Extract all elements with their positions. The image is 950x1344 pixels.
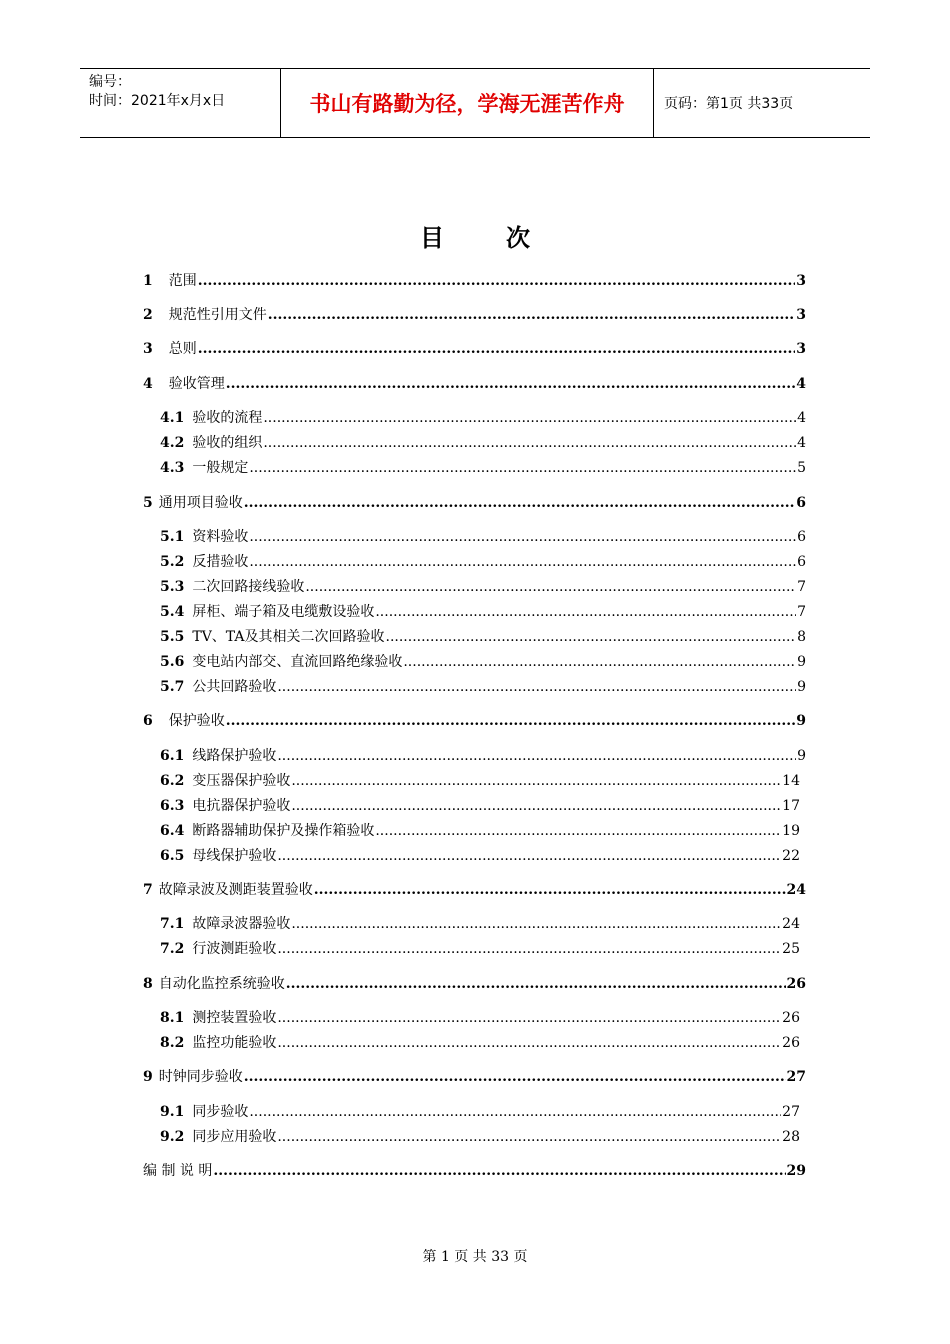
toc-entry[interactable] [160,407,806,427]
toc-entry-number: 9.2 [160,1129,185,1145]
toc-entry-number: 5.4 [160,604,185,620]
toc-leader-dots [375,823,781,839]
toc-entry[interactable] [160,770,800,790]
toc-leader-dots [249,1104,781,1120]
toc-entry[interactable] [160,820,800,840]
toc-leader-dots [291,916,781,932]
toc-entry[interactable] [160,1032,800,1052]
toc-entry-label: 监控功能验收 [192,1035,277,1051]
toc-leader-dots [375,604,796,620]
toc-entry-label: 验收管理 [168,376,225,392]
toc-entry-page: 24 [782,916,800,932]
toc-entry[interactable] [160,913,800,933]
toc-entry-number: 4.2 [160,435,185,451]
toc-entry[interactable] [160,1126,800,1146]
toc-entry-label: 故障录波器验收 [192,916,291,932]
toc-leader-dots [305,579,796,595]
toc-title-left: 目 [420,223,444,252]
toc-leader-dots [249,554,796,570]
toc-entry[interactable] [143,1160,806,1180]
toc-entry-page: 6 [797,529,806,545]
toc-leader-dots [226,713,796,729]
toc-entry[interactable] [160,526,806,546]
toc-entry-label: 断路器辅助保护及操作箱验收 [192,823,375,839]
toc-entry-number: 5.5 [160,629,185,645]
toc-entry-page: 4 [797,410,806,426]
toc-leader-dots [244,495,796,511]
toc-leader-dots [277,941,781,957]
toc-entry-number: 4.1 [160,410,185,426]
toc-leader-dots [263,435,796,451]
toc-leader-dots [213,1163,785,1179]
toc-entry[interactable] [160,1101,800,1121]
toc-entry[interactable] [143,973,806,993]
toc-entry[interactable] [160,745,806,765]
toc-entry-page: 7 [797,579,806,595]
toc-entry-page: 9 [797,654,806,670]
toc-entry-page: 25 [782,941,800,957]
toc-entry[interactable] [160,938,800,958]
header-page-info: 页码：第1页 共33页 [664,96,794,112]
toc-entry[interactable] [160,457,806,477]
toc-entry[interactable] [160,651,806,671]
toc-entry-number: 3 [143,341,153,357]
toc-entry[interactable] [160,795,800,815]
toc-entry-label: 规范性引用文件 [168,307,267,323]
toc-entry-page: 17 [782,798,800,814]
header-motto: 书山有路勤为径，学海无涯苦作舟 [281,69,654,137]
toc-entry-label: 验收的流程 [192,410,263,426]
document-time-label: 时间：2021年x月x日 [89,93,226,109]
toc-entry[interactable] [143,492,806,512]
toc-leader-dots [263,410,796,426]
toc-entry[interactable] [160,626,806,646]
toc-entry-number: 5.6 [160,654,185,670]
toc-entry-number: 8.2 [160,1035,185,1051]
toc-entry-label: 总则 [168,341,197,357]
toc-entry-label: 编 制 说 明 [143,1163,213,1179]
toc-entry-page: 22 [782,848,800,864]
toc-entry-label: 线路保护验收 [192,748,277,764]
toc-entry-page: 27 [786,1069,806,1085]
toc-entry-number: 5.3 [160,579,185,595]
toc-entry[interactable] [160,1007,800,1027]
toc-entry-page: 26 [786,976,806,992]
toc-entry-number: 2 [143,307,153,323]
toc-entry-page: 26 [782,1035,800,1051]
toc-entry-page: 8 [797,629,806,645]
toc-entry-label: 母线保护验收 [192,848,277,864]
toc-entry-page: 4 [797,435,806,451]
toc-entry[interactable] [160,551,806,571]
toc-leader-dots [291,773,781,789]
toc-entry-number: 9.1 [160,1104,185,1120]
toc-leader-dots [277,748,796,764]
toc-entry-label: 变电站内部交、直流回路绝缘验收 [192,654,403,670]
toc-entry-page: 28 [782,1129,800,1145]
toc-entry[interactable] [143,710,806,730]
toc-entry[interactable] [160,576,806,596]
toc-entry-page: 19 [782,823,800,839]
toc-entry-number: 6 [143,713,153,729]
toc-leader-dots [314,882,786,898]
toc-entry-number: 6.1 [160,748,185,764]
header-info-cell [80,69,281,137]
toc-leader-dots [268,307,796,323]
toc-entry-number: 7.2 [160,941,185,957]
toc-entry-number: 9 [143,1069,153,1085]
toc-entry-page: 3 [796,307,806,323]
toc-entry-page: 5 [797,460,806,476]
toc-entry[interactable] [143,270,806,290]
toc-entry-label: 电抗器保护验收 [192,798,291,814]
toc-leader-dots [286,976,786,992]
toc-entry-label: 变压器保护验收 [192,773,291,789]
toc-leader-dots [277,1035,781,1051]
toc-entry-label: TV、TA及其相关二次回路验收 [192,629,385,645]
toc-entry-label: 资料验收 [192,529,249,545]
toc-entry-label: 同步验收 [192,1104,249,1120]
toc-entry-label: 二次回路接线验收 [192,579,305,595]
toc-entry[interactable] [143,304,806,324]
toc-entry-page: 9 [796,713,806,729]
toc-entry[interactable] [160,601,806,621]
toc-leader-dots [403,654,796,670]
toc-leader-dots [249,460,796,476]
toc-entry-label: 同步应用验收 [192,1129,277,1145]
toc-title [0,218,950,253]
toc-entry-number: 5.2 [160,554,185,570]
toc-entry[interactable] [143,373,806,393]
toc-entry-number: 6.2 [160,773,185,789]
toc-entry[interactable] [160,676,806,696]
toc-entry[interactable] [143,879,806,899]
toc-entry-label: 通用项目验收 [158,495,243,511]
toc-leader-dots [386,629,797,645]
toc-entry-label: 行波测距验收 [192,941,277,957]
toc-entry-number: 1 [143,273,153,289]
page-header [80,68,870,138]
toc-entry-page: 9 [797,679,806,695]
toc-entry[interactable] [143,338,806,358]
toc-entry-page: 29 [786,1163,806,1179]
toc-entry[interactable] [160,432,806,452]
toc-entry-number: 4 [143,376,153,392]
toc-entry-label: 时钟同步验收 [158,1069,243,1085]
toc-title-right: 次 [506,223,530,252]
toc-entry-page: 27 [782,1104,800,1120]
toc-entry-page: 14 [782,773,800,789]
toc-entry-page: 9 [797,748,806,764]
toc-entry-number: 5 [143,495,153,511]
toc-entry-number: 5.1 [160,529,185,545]
toc-entry-label: 屏柜、端子箱及电缆敷设验收 [192,604,375,620]
toc-entry-number: 8.1 [160,1010,185,1026]
toc-leader-dots [277,848,781,864]
toc-entry-label: 反措验收 [192,554,249,570]
toc-leader-dots [198,273,796,289]
toc-entry-page: 3 [796,273,806,289]
toc-entry-number: 4.3 [160,460,185,476]
page-footer: 第 1 页 共 33 页 [422,1249,528,1265]
toc-leader-dots [277,1010,781,1026]
toc-entry-label: 验收的组织 [192,435,263,451]
toc-entry-label: 保护验收 [168,713,225,729]
toc-entry-page: 26 [782,1010,800,1026]
toc-entry-number: 6.3 [160,798,185,814]
toc-leader-dots [291,798,781,814]
toc-entry-page: 6 [797,554,806,570]
toc-leader-dots [244,1069,786,1085]
toc-leader-dots [277,679,796,695]
toc-entry-label: 公共回路验收 [192,679,277,695]
toc-entry-page: 24 [786,882,806,898]
toc-entry-label: 自动化监控系统验收 [158,976,285,992]
toc-entry-number: 7 [143,882,153,898]
toc-entry-page: 7 [797,604,806,620]
toc-entry-number: 7.1 [160,916,185,932]
toc-entry-number: 5.7 [160,679,185,695]
toc-entry-page: 3 [796,341,806,357]
toc-entry-page: 6 [796,495,806,511]
toc-leader-dots [198,341,796,357]
toc-entry-number: 8 [143,976,153,992]
toc-leader-dots [226,376,796,392]
toc-leader-dots [277,1129,781,1145]
toc-leader-dots [249,529,796,545]
toc-entry-number: 6.5 [160,848,185,864]
toc-entry-label: 测控装置验收 [192,1010,277,1026]
document-number-label: 编号： [89,74,131,90]
toc-entry-label: 一般规定 [192,460,249,476]
toc-entry-number: 6.4 [160,823,185,839]
toc-entry[interactable] [143,1066,806,1086]
toc-entry-label: 故障录波及测距装置验收 [158,882,313,898]
toc-entry[interactable] [160,845,800,865]
toc-entry-label: 范围 [168,273,197,289]
toc-entry-page: 4 [796,376,806,392]
